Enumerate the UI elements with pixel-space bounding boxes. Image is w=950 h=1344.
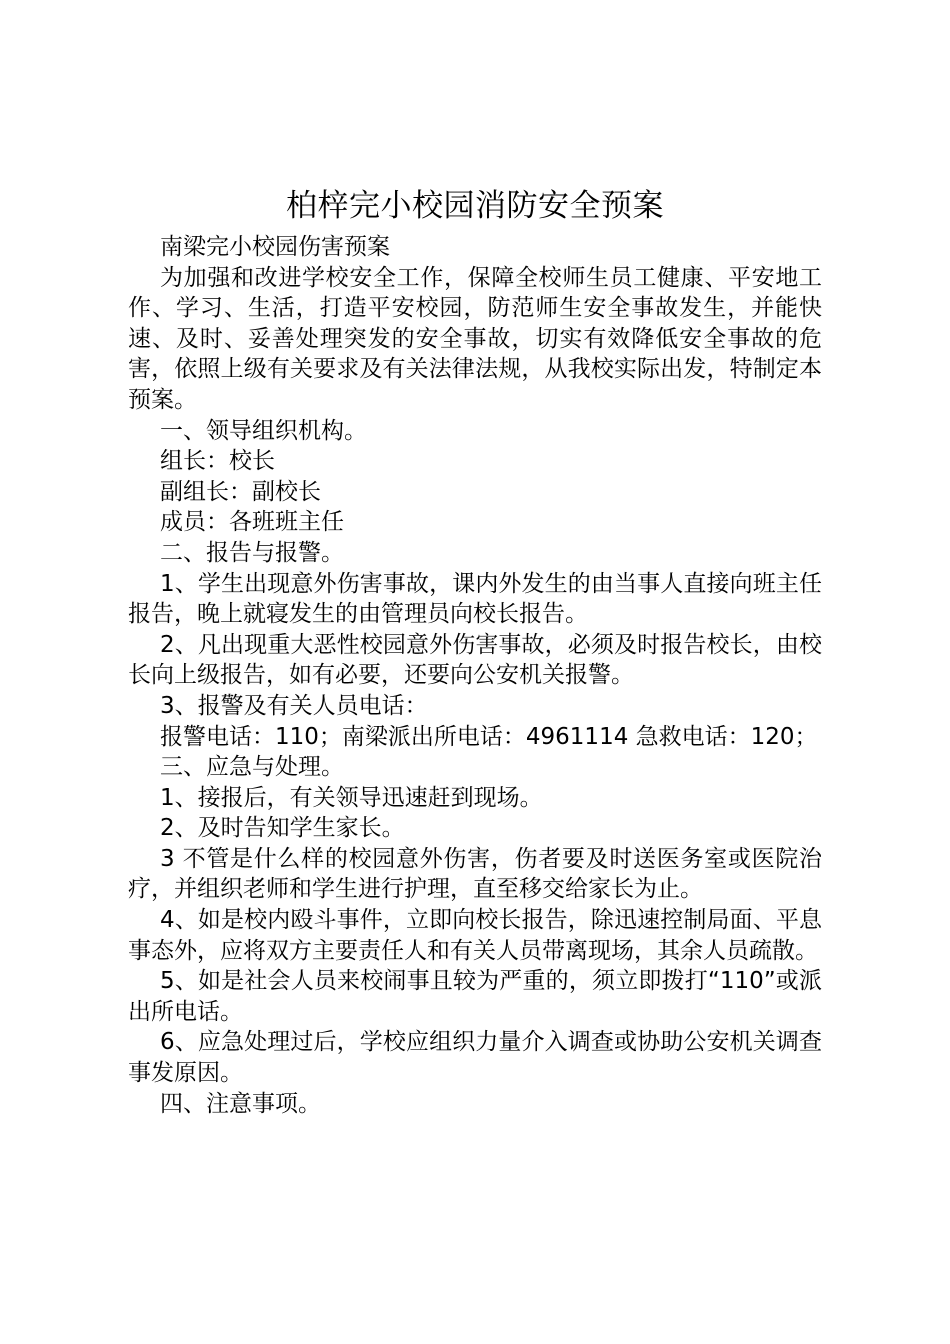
paragraph-subtitle: 南梁完小校园伤害预案 <box>160 234 390 260</box>
paragraph-members: 成员：各班班主任 <box>160 509 344 536</box>
paragraph-response-3: 3 不管是什么样的校园意外伤害，伤者要及时送医务室或医院治疗，并组织老师和学生进行护理，直至移交给家长为止。 <box>128 845 822 903</box>
section-heading-3: 三、应急与处理。 <box>160 754 344 781</box>
paragraph-intro: 为加强和改进学校安全工作，保障全校师生员工健康、平安地工作、学习、生活，打造平安校园，防范师生安全事故发生，并能快速、及时、妥善处理突发的安全事故，切实有效降低安全事故的危害，依照上级有关要求及有关法律法规，从我校实际出发，特制定本预案。 <box>128 264 822 413</box>
paragraph-response-6: 6、应急处理过后，学校应组织力量介入调查或协助公安机关调查事发原因。 <box>128 1029 822 1087</box>
section-heading-1: 一、领导组织机构。 <box>160 417 367 444</box>
paragraph-leader: 组长：校长 <box>160 448 275 475</box>
paragraph-response-1: 1、接报后，有关领导迅速赶到现场。 <box>160 784 543 811</box>
document-title: 柏梓完小校园消防安全预案 <box>286 188 664 224</box>
section-heading-4: 四、注意事项。 <box>160 1090 321 1117</box>
paragraph-report-2: 2、凡出现重大恶性校园意外伤害事故，必须及时报告校长，由校长向上级报告，如有必要，还要向公安机关报警。 <box>128 631 822 689</box>
document-body <box>128 232 822 1119</box>
paragraph-deputy-leader: 副组长：副校长 <box>160 478 321 505</box>
paragraph-response-5: 5、如是社会人员来校闹事且较为严重的，须立即拨打“110”或派出所电话。 <box>128 968 822 1025</box>
paragraph-report-3: 3、报警及有关人员电话： <box>160 692 428 719</box>
paragraph-report-1: 1、学生出现意外伤害事故，课内外发生的由当事人直接向班主任报告，晚上就寝发生的由管理员向校长报告。 <box>128 570 822 628</box>
paragraph-response-2: 2、及时告知学生家长。 <box>160 815 405 842</box>
section-heading-2: 二、报告与报警。 <box>160 539 344 566</box>
paragraph-phone-numbers: 报警电话：110；南梁派出所电话：4961114 急救电话：120； <box>160 723 818 750</box>
paragraph-response-4: 4、如是校内殴斗事件，立即向校长报告，除迅速控制局面、平息事态外，应将双方主要责任人和有关人员带离现场，其余人员疏散。 <box>128 907 822 964</box>
